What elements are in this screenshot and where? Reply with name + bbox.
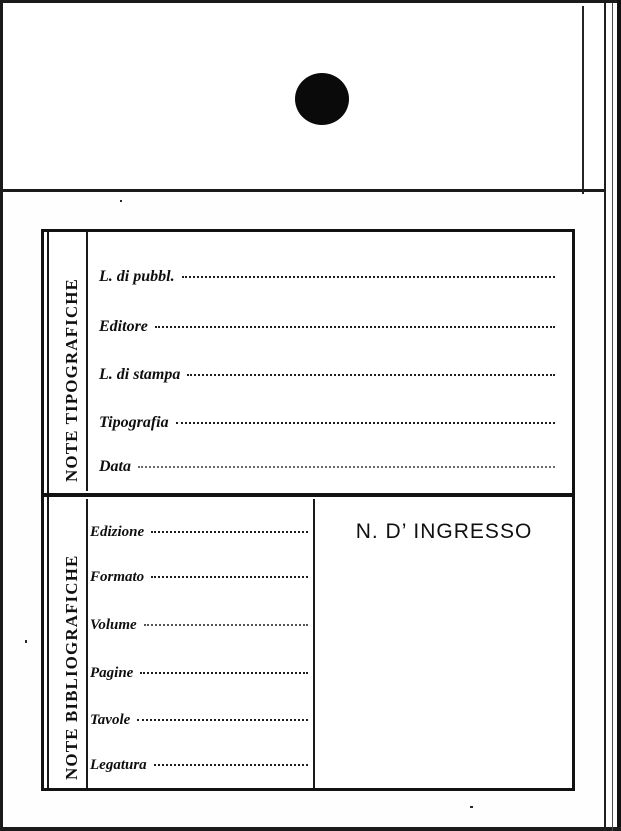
- field-row-formato[interactable]: [90, 569, 308, 591]
- field-label-data: Data: [99, 458, 131, 475]
- field-input-data[interactable]: [138, 466, 555, 468]
- scan-speck: [120, 200, 122, 202]
- field-row-tipografia[interactable]: [99, 414, 555, 436]
- field-input-tavole[interactable]: [137, 719, 308, 721]
- field-row-volume[interactable]: [90, 617, 308, 639]
- field-label-formato: Formato: [90, 569, 145, 585]
- field-label-pagine: Pagine: [90, 665, 134, 681]
- card-right-rule: [604, 3, 606, 831]
- field-input-edizione[interactable]: [151, 531, 308, 533]
- field-label-edizione: Edizione: [90, 524, 145, 540]
- field-label-editore: Editore: [99, 318, 148, 335]
- field-label-legatura: Legatura: [90, 757, 147, 773]
- bibliographic-label-rule: [86, 499, 88, 788]
- field-input-l-di-stampa[interactable]: [187, 374, 555, 376]
- tab-bottom-rule: [3, 189, 604, 192]
- typographic-label-rule: [86, 232, 88, 491]
- field-input-volume[interactable]: [144, 624, 308, 626]
- page-border-right: [617, 0, 621, 831]
- field-input-legatura[interactable]: [154, 764, 308, 766]
- scan-speck: [25, 640, 27, 643]
- field-input-tipografia[interactable]: [176, 422, 555, 424]
- field-row-l-di-pubbl[interactable]: [99, 268, 555, 290]
- field-label-volume: Volume: [90, 617, 137, 633]
- field-label-l-di-pubbl: L. di pubbl.: [99, 268, 175, 285]
- scan-speck: [470, 806, 473, 808]
- field-row-pagine[interactable]: [90, 665, 308, 687]
- section-divider: [41, 493, 575, 497]
- field-input-l-di-pubbl[interactable]: [182, 276, 555, 278]
- accession-number-heading: N. D’ INGRESSO: [355, 520, 533, 543]
- section-label-bibliographic: NOTE BIBLIOGRAFICHE: [62, 554, 81, 780]
- page-border-bottom: [0, 827, 621, 831]
- field-input-editore[interactable]: [155, 326, 555, 328]
- punch-hole-icon: [295, 73, 349, 125]
- field-row-tavole[interactable]: [90, 712, 308, 734]
- accession-number-box[interactable]: [318, 510, 570, 554]
- field-label-l-di-stampa: L. di stampa: [99, 366, 181, 383]
- accession-box-rule: [313, 499, 315, 788]
- field-row-l-di-stampa[interactable]: [99, 366, 555, 388]
- card-tab-area: [3, 3, 604, 191]
- field-row-edizione[interactable]: [90, 524, 308, 546]
- tab-right-edge: [582, 6, 584, 194]
- card-right-rule-secondary: [612, 3, 613, 831]
- field-label-tavole: Tavole: [90, 712, 131, 728]
- field-row-legatura[interactable]: [90, 757, 308, 779]
- field-input-formato[interactable]: [151, 576, 308, 578]
- field-row-data[interactable]: [99, 458, 555, 480]
- field-label-tipografia: Tipografia: [99, 414, 169, 431]
- field-input-pagine[interactable]: [140, 672, 308, 674]
- field-row-editore[interactable]: [99, 318, 555, 340]
- section-label-typographic: NOTE TIPOGRAFICHE: [62, 278, 81, 482]
- card-inner-left-rule: [47, 232, 49, 788]
